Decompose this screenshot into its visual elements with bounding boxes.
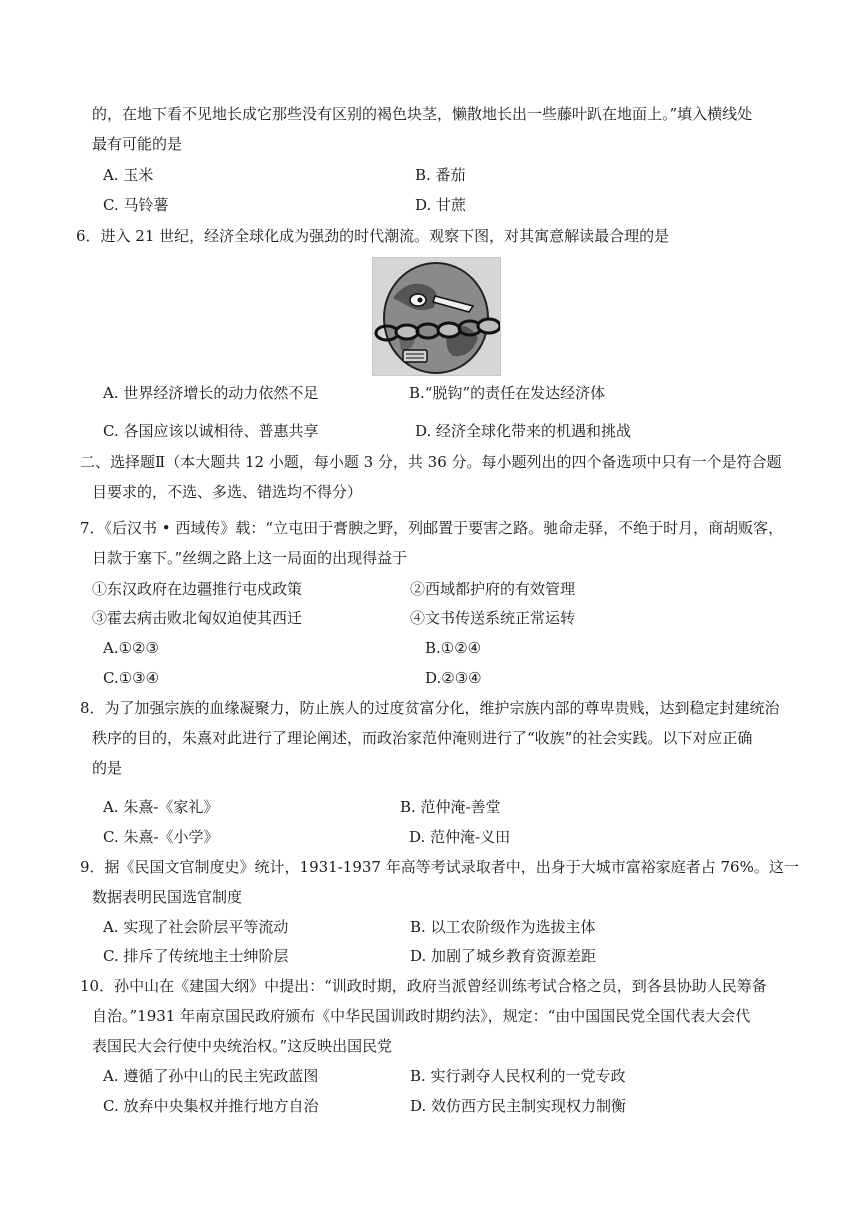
q7-option-d: D.②③④ bbox=[425, 669, 482, 687]
q10-option-a: A. 遵循了孙中山的民主宪政蓝图 bbox=[103, 1067, 319, 1085]
q10-stem-line-3: 表国民大会行使中央统治权。”这反映出国民党 bbox=[92, 1037, 393, 1055]
q7-item-1: ①东汉政府在边疆推行屯戍政策 bbox=[92, 580, 303, 598]
globe-chain-cartoon bbox=[372, 257, 501, 376]
q5-option-d: D. 甘蔗 bbox=[415, 196, 467, 214]
q10-stem-line-1: 10．孙中山在《建国大纲》中提出：“训政时期，政府当派曾经训练考试合格之员，到各县协助人民筹备 bbox=[80, 977, 767, 995]
q7-item-4: ④文书传送系统正常运转 bbox=[410, 609, 576, 627]
q7-item-2: ②西域都护府的有效管理 bbox=[410, 580, 576, 598]
q7-stem-line-1: 7．《后汉书 • 西域传》载：“立屯田于膏腴之野，列邮置于要害之路。驰命走驿，不绝于时月，商胡贩客， bbox=[80, 519, 784, 537]
q8-stem-line-3: 的是 bbox=[92, 759, 123, 777]
q10-option-d: D. 效仿西方民主制实现权力制衡 bbox=[410, 1097, 627, 1115]
q9-option-b: B. 以工农阶级作为选拔主体 bbox=[410, 918, 596, 936]
q5-option-a: A. 玉米 bbox=[103, 166, 154, 184]
globe-chain-illustration bbox=[373, 258, 500, 375]
q9-stem-line-2: 数据表明民国选官制度 bbox=[92, 888, 243, 906]
q5-stem-line-2: 最有可能的是 bbox=[92, 135, 183, 153]
q8-option-c: C. 朱熹-《小学》 bbox=[103, 828, 219, 846]
q8-stem-line-1: 8．为了加强宗族的血缘凝聚力，防止族人的过度贫富分化，维护宗族内部的尊卑贵贱，达到稳定封建统治 bbox=[80, 699, 780, 717]
q5-option-b: B. 番茄 bbox=[415, 166, 466, 184]
q8-option-b: B. 范仲淹-善堂 bbox=[400, 798, 501, 816]
q6-option-a: A. 世界经济增长的动力依然不足 bbox=[103, 384, 319, 402]
q6-option-d: D. 经济全球化带来的机遇和挑战 bbox=[415, 422, 632, 440]
q7-option-c: C.①③④ bbox=[103, 669, 160, 687]
q10-option-b: B. 实行剥夺人民权利的一党专政 bbox=[410, 1067, 626, 1085]
q6-stem: 6．进入 21 世纪，经济全球化成为强劲的时代潮流。观察下图，对其寓意解读最合理的是 bbox=[76, 227, 670, 245]
q9-option-a: A. 实现了社会阶层平等流动 bbox=[103, 918, 289, 936]
q10-stem-line-2: 自治。”1931 年南京国民政府颁布《中华民国训政时期约法》，规定：“由中国国民党全国代表大会代 bbox=[92, 1007, 751, 1025]
q6-option-b: B.“脱钩”的责任在发达经济体 bbox=[409, 384, 606, 402]
q8-stem-line-2: 秩序的目的，朱熹对此进行了理论阐述，而政治家范仲淹则进行了“收族”的社会实践。以下对应正确 bbox=[92, 729, 753, 747]
section-2-heading-line-1: 二、选择题Ⅱ（本大题共 12 小题，每小题 3 分，共 36 分。每小题列出的四个备选项中只有一个是符合题 bbox=[80, 453, 782, 471]
q9-stem-line-1: 9．据《民国文官制度史》统计，1931-1937 年高等考试录取者中，出身于大城市富裕家庭者占 76%。这一 bbox=[80, 858, 799, 876]
q5-stem-line-1: 的，在地下看不见地长成它那些没有区别的褐色块茎，懒散地长出一些藤叶趴在地面上。”填入横线处 bbox=[92, 105, 753, 123]
q8-option-d: D. 范仲淹-义田 bbox=[409, 828, 511, 846]
section-2-heading-line-2: 目要求的，不选、多选、错选均不得分） bbox=[92, 483, 363, 501]
q6-option-c: C. 各国应该以诚相待、普惠共享 bbox=[103, 422, 319, 440]
q7-stem-line-2: 日款于塞下。”丝绸之路上这一局面的出现得益于 bbox=[92, 549, 408, 567]
q8-option-a: A. 朱熹-《家礼》 bbox=[103, 798, 219, 816]
q5-option-c: C. 马铃薯 bbox=[103, 196, 169, 214]
q7-item-3: ③霍去病击败北匈奴迫使其西迁 bbox=[92, 609, 303, 627]
q9-option-d: D. 加剧了城乡教育资源差距 bbox=[410, 947, 597, 965]
q10-option-c: C. 放弃中央集权并推行地方自治 bbox=[103, 1097, 319, 1115]
q9-option-c: C. 排斥了传统地主士绅阶层 bbox=[103, 947, 289, 965]
q7-option-b: B.①②④ bbox=[425, 639, 482, 657]
q7-option-a: A.①②③ bbox=[103, 639, 159, 657]
